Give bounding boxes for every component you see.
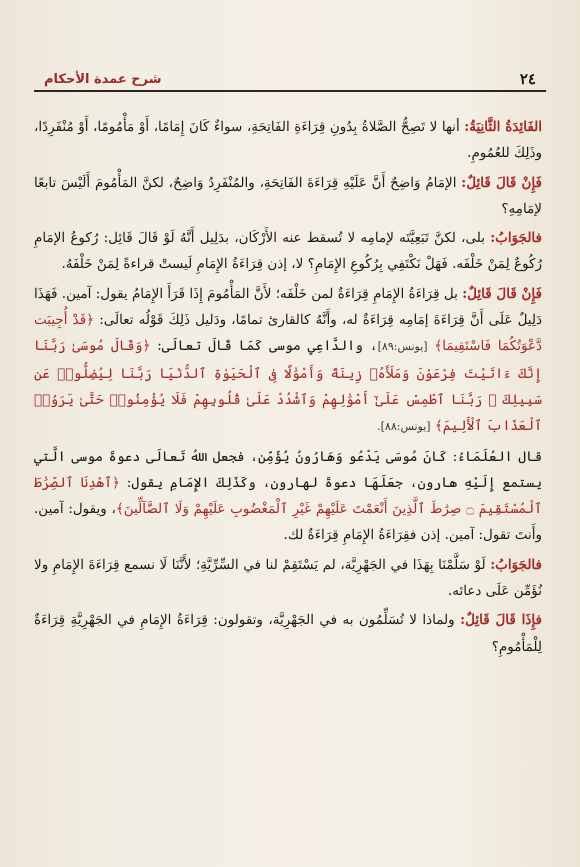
paragraph-text: بلى، لكنَّ تَبَعِيَّتَه لإمامِه لا تُسقط عنه الأَرْكَان، بدَلِيل أَنَّهُ لَوْ قَالَ قَائِل: رُكوعُ الإمَامِ رُكُوعٌ لِمَنْ خَلْفَه. فَهَلْ نَكْتَفِي بِرُكُوعِ الإِمَامِ؟ لا، إذن قِرَاءَةُ الإِمَامِ لَيستْ قراءةً لِمَنْ خَلْفَهُ. xyxy=(34,230,542,273)
paragraph xyxy=(34,281,542,441)
paragraph xyxy=(34,114,542,167)
quran-verse: ﴿قَدْ أُجِيبَت دَّعْوَتُكُمَا فَاسْتَقِيمَا﴾ xyxy=(34,312,542,355)
paragraph-text: لَوْ سَلَّمْنَا بِهَذَا في الجَهْرِيَّة، لم يَسْتَقِمْ لنا في السِّرِّيَّةِ؛ لأَنَّنَا لَا نسمع قِرَاءَةَ الإِمَامِ ولا نُؤَمِّن عَلَى دعائه. xyxy=(34,556,542,600)
verse-reference: [يونس:٨٩] xyxy=(377,340,428,354)
paragraph-text: الإمَامُ وَاضِحٌ أَنَّ عَلَيْهِ قِرَاءَةَ الفَاتِحَةِ، والمُنْفَرِدُ وَاضِحٌ، لكنَّ المَأْمُومَ أَلَيْسَ تابعًا لإمَامِهِ؟ xyxy=(34,174,542,217)
paragraph xyxy=(34,607,542,660)
paragraph-text: ، والدَّاعِي موسى كَمَا قَالَ تعالَى: xyxy=(157,338,378,355)
header-rule xyxy=(34,90,546,92)
lead-phrase: فالجَوَابُ: xyxy=(490,556,542,573)
lead-phrase: فالجَوَابُ: xyxy=(490,230,542,247)
lead-phrase: الفَائِدَةُ الثَّانِيَةُ: xyxy=(464,119,543,135)
paragraph-text: ولماذا لا تُسَلِّمُون به في الجَهْرِيَّة، وتقولون: قِرَاءَةُ الإِمَامِ في الجَهْرِيَّةِ قِرَاءَةٌ لِلْمَأْمُومِ؟ xyxy=(34,612,542,655)
lead-phrase: فَإِنْ قَالَ قَائِلٌ: xyxy=(462,285,542,302)
quran-verse: ﴿ٱهْدِنَا ٱلصِّرَٰطَ ٱلْمُسْتَقِيمَ ۝ صِرَٰطَ ٱلَّذِينَ أَنْعَمْتَ عَلَيْهِمْ غَيْرِ ٱلْمَغْضُوبِ عَلَيْهِمْ وَلَا ٱلضَّآلِّينَ﴾ xyxy=(34,474,543,518)
paragraph-text: أنها لا تَصِحُّ الصَّلاةُ بِدُونِ قِرَاءَةِ الفَاتِحَةِ، سواءٌ كَانَ إِمَامًا، أَوْ مَأْمُومًا، أَوْ مُنْفَرِدًا، وذَلِكَ للعُمُومِ. xyxy=(34,119,542,162)
paragraph xyxy=(34,170,542,223)
lead-phrase: فَإِنْ قَالَ قَائِلٌ: xyxy=(461,174,542,191)
paragraph xyxy=(34,444,542,549)
paragraph-text: بل قِرَاءَةُ الإِمَامِ قِرَاءَةٌ لمن خَلْفَه؛ لأَنَّ المَأْمُومَ إِذَا قَرَأَ الإِمَامُ يقول: آمين. فَهَذَا دَلِيلٌ عَلَى أَنَّ قِرَاءَةَ إمَامِه قِرَاءَةٌ له، وأَنَّهُ كالقارئ تمامًا، ودَليل ذَلِكَ قَوْلُه تعالَى: xyxy=(34,285,542,329)
lead-phrase: فإِذَا قَالَ قَائِلٌ: xyxy=(460,612,543,629)
paragraph xyxy=(34,225,542,278)
page-number: ٢٤ xyxy=(519,70,536,88)
paragraph-text: قال العُلَمَاءُ: كَانَ مُوسَى يَدْعُو وَهَارُونُ يُؤَمِّن، فجعل اللهُ تَعالَى دعوةَ موسى الَّتي يستمع إِلَيْهِ هارون، جعَلَهَا دعوةَ لهارون، وكَذَلِكَ الإِمَامِ يقول: xyxy=(34,448,542,491)
paragraph xyxy=(34,552,542,605)
running-title: شرح عمدة الأحكام xyxy=(44,72,162,87)
quran-verse: ﴿وَقَالَ مُوسَىٰ رَبَّنَا إِنَّكَ ءَاتَيْتَ فِرْعَوْنَ وَمَلَأَهُۥ زِينَةً وَأَمْوَٰلًا فِى ٱلْحَيَوٰةِ ٱلدُّنْيَا رَبَّنَا لِيُضِلُّوا۟ عَن سَبِيلِكَ ۖ رَبَّنَا ٱطْمِسْ عَلَىٰٓ أَمْوَٰلِهِمْ وَٱشْدُدْ عَلَىٰ قُلُوبِهِمْ فَلَا يُؤْمِنُوا۟ حَتَّىٰ يَرَوُا۟ ٱلْعَذَابَ ٱلْأَلِيمَ﴾ xyxy=(34,338,542,435)
verse-reference: [يونس:٨٨]. xyxy=(377,420,431,434)
paragraph-text: ، ويقول: آمين. وأَنتَ تقول: آمين. إذن فقِرَاءَةُ الإِمَامِ قِرَاءَةٌ لك. xyxy=(34,501,542,544)
body-text xyxy=(34,114,542,663)
